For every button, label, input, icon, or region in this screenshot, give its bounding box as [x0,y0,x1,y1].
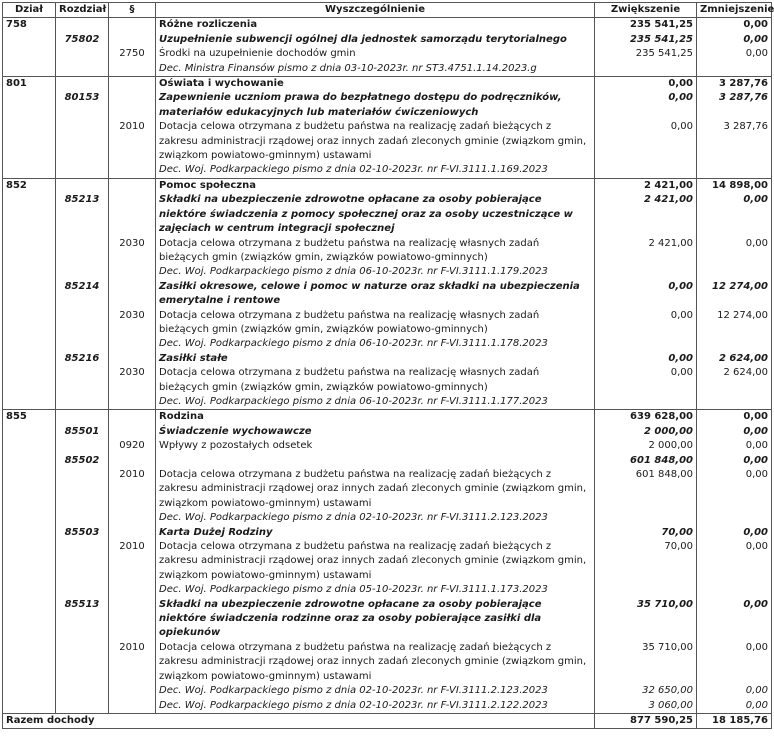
zwiekszenie-cell: 2 421,00 [595,178,697,193]
zmniejszenie-cell: 0,00 [697,193,772,236]
dzial-cell [3,684,56,698]
zwiekszenie-cell: 2 421,00 [595,193,697,236]
table-row [3,454,772,468]
zmniejszenie-cell [697,265,772,279]
dzial-cell [3,439,56,453]
zwiekszenie-cell [595,62,697,77]
description-cell: Dec. Ministra Finansów pismo z dnia 03-10-2023r. nr ST3.4751.1.14.2023.g [156,62,595,77]
rozdzial-cell: 85502 [56,454,109,468]
description-cell: Środki na uzupełnienie dochodów gmin [156,47,595,61]
zmniejszenie-cell [697,583,772,597]
header-paragraf: § [109,3,156,18]
dzial-cell [3,91,56,120]
paragraf-cell: 0920 [109,439,156,453]
paragraf-cell [109,395,156,410]
description-cell: Dec. Woj. Podkarpackiego pismo z dnia 02-10-2023r. nr F-VI.3111.1.169.2023 [156,163,595,178]
zwiekszenie-cell: 0,00 [595,77,697,92]
zmniejszenie-cell [697,395,772,410]
paragraf-cell [109,684,156,698]
table-row [3,265,772,279]
rozdzial-cell [56,583,109,597]
dzial-cell [3,454,56,468]
description-cell: Dec. Woj. Podkarpackiego pismo z dnia 06-10-2023r. nr F-VI.3111.1.177.2023 [156,395,595,410]
description-cell: Uzupełnienie subwencji ogólnej dla jednostek samorządu terytorialnego [156,33,595,47]
rozdzial-cell [56,265,109,279]
rozdzial-cell [56,163,109,178]
rozdzial-cell: 85214 [56,280,109,309]
zwiekszenie-cell: 2 000,00 [595,439,697,453]
zmniejszenie-cell: 3 287,76 [697,120,772,163]
dzial-cell [3,366,56,395]
table-row [3,309,772,338]
rozdzial-cell: 80153 [56,91,109,120]
rozdzial-cell [56,337,109,351]
table-row [3,526,772,540]
paragraf-cell [109,280,156,309]
table-row [3,163,772,178]
paragraf-cell [109,18,156,33]
table-body [3,18,772,714]
paragraf-cell [109,91,156,120]
description-cell: Zasiłki stałe [156,352,595,366]
zwiekszenie-cell [595,395,697,410]
table-row [3,62,772,77]
description-cell: Dec. Woj. Podkarpackiego pismo z dnia 02-10-2023r. nr F-VI.3111.2.123.2023 [156,511,595,525]
zmniejszenie-cell: 14 898,00 [697,178,772,193]
dzial-cell: 852 [3,178,56,193]
table-row [3,366,772,395]
paragraf-cell: 2750 [109,47,156,61]
zwiekszenie-cell: 32 650,00 [595,684,697,698]
zwiekszenie-cell [595,163,697,178]
dzial-cell [3,425,56,439]
paragraf-cell: 2010 [109,120,156,163]
header-rozdzial: Rozdział [56,3,109,18]
description-cell: Dotacja celowa otrzymana z budżetu państwa na realizację zadań bieżących z zakresu administracji rządowej oraz innych zadań zleconych gminie (związkom gmin, związkom powiatowo-gminnym) ustawami [156,540,595,583]
rozdzial-cell [56,439,109,453]
zmniejszenie-cell: 0,00 [697,33,772,47]
rozdzial-cell [56,468,109,511]
paragraf-cell [109,410,156,425]
table-row [3,18,772,33]
rozdzial-cell [56,684,109,698]
dzial-cell [3,265,56,279]
rozdzial-cell [56,77,109,92]
zwiekszenie-cell: 0,00 [595,280,697,309]
budget-changes-table [2,2,772,729]
zwiekszenie-cell: 0,00 [595,309,697,338]
dzial-cell [3,337,56,351]
description-cell: Dec. Woj. Podkarpackiego pismo z dnia 02-10-2023r. nr F-VI.3111.2.123.2023 [156,684,595,698]
rozdzial-cell [56,47,109,61]
description-cell: Świadczenie wychowawcze [156,425,595,439]
header-zmniejszenie: Zmniejszenie [697,3,772,18]
dzial-cell [3,699,56,714]
zmniejszenie-cell: 12 274,00 [697,309,772,338]
dzial-cell [3,468,56,511]
dzial-cell [3,237,56,266]
rozdzial-cell: 85216 [56,352,109,366]
table-row [3,598,772,641]
dzial-cell: 801 [3,77,56,92]
dzial-cell [3,511,56,525]
zmniejszenie-cell: 0,00 [697,237,772,266]
zwiekszenie-cell [595,511,697,525]
zwiekszenie-cell: 235 541,25 [595,47,697,61]
table-row [3,699,772,714]
zwiekszenie-cell: 2 421,00 [595,237,697,266]
zmniejszenie-cell [697,511,772,525]
paragraf-cell [109,526,156,540]
zmniejszenie-cell: 0,00 [697,468,772,511]
dzial-cell [3,395,56,410]
paragraf-cell [109,265,156,279]
dzial-cell: 855 [3,410,56,425]
paragraf-cell: 2010 [109,540,156,583]
paragraf-cell [109,33,156,47]
zwiekszenie-cell: 601 848,00 [595,454,697,468]
table-row [3,77,772,92]
rozdzial-cell [56,366,109,395]
table-row [3,641,772,684]
table-row [3,425,772,439]
zmniejszenie-cell: 0,00 [697,598,772,641]
dzial-cell [3,583,56,597]
total-label: Razem dochody [3,713,595,728]
rozdzial-cell [56,511,109,525]
description-cell: Dec. Woj. Podkarpackiego pismo z dnia 02-10-2023r. nr F-VI.3111.2.122.2023 [156,699,595,714]
description-cell: Zasiłki okresowe, celowe i pomoc w naturze oraz składki na ubezpieczenia emerytalne i rentowe [156,280,595,309]
paragraf-cell: 2030 [109,366,156,395]
total-zwiekszenie: 877 590,25 [595,713,697,728]
dzial-cell [3,62,56,77]
zwiekszenie-cell: 70,00 [595,526,697,540]
zwiekszenie-cell: 2 000,00 [595,425,697,439]
zmniejszenie-cell: 0,00 [697,47,772,61]
description-cell: Dotacja celowa otrzymana z budżetu państwa na realizację własnych zadań bieżących gmin (związków gmin, związków powiatowo-gminnych) [156,366,595,395]
dzial-cell [3,280,56,309]
table-header [3,3,772,18]
paragraf-cell [109,77,156,92]
description-cell: Wpływy z pozostałych odsetek [156,439,595,453]
zmniejszenie-cell [697,163,772,178]
zwiekszenie-cell: 35 710,00 [595,598,697,641]
header-opis: Wyszczególnienie [156,3,595,18]
table-row [3,280,772,309]
table-row [3,178,772,193]
paragraf-cell [109,454,156,468]
zwiekszenie-cell: 639 628,00 [595,410,697,425]
description-cell: Rodzina [156,410,595,425]
zmniejszenie-cell: 0,00 [697,641,772,684]
table-row [3,352,772,366]
rozdzial-cell [56,699,109,714]
paragraf-cell [109,352,156,366]
zmniejszenie-cell [697,337,772,351]
description-cell: Dotacja celowa otrzymana z budżetu państwa na realizację zadań bieżących z zakresu administracji rządowej oraz innych zadań zleconych gminie (związkom gmin, związkom powiatowo-gminnym) ustawami [156,641,595,684]
paragraf-cell [109,193,156,236]
dzial-cell [3,641,56,684]
description-cell: Zapewnienie uczniom prawa do bezpłatnego dostępu do podręczników, materiałów edukacyjnych lub materiałów ćwiczeniowych [156,91,595,120]
zwiekszenie-cell [595,337,697,351]
table-row [3,337,772,351]
table-row [3,120,772,163]
table-row [3,91,772,120]
description-cell: Dec. Woj. Podkarpackiego pismo z dnia 06-10-2023r. nr F-VI.3111.1.179.2023 [156,265,595,279]
dzial-cell [3,47,56,61]
description-cell: Dotacja celowa otrzymana z budżetu państwa na realizację własnych zadań bieżących gmin (związków gmin, związków powiatowo-gminnych) [156,237,595,266]
rozdzial-cell [56,62,109,77]
zmniejszenie-cell: 0,00 [697,526,772,540]
dzial-cell [3,598,56,641]
description-cell: Dotacja celowa otrzymana z budżetu państwa na realizację zadań bieżących z zakresu administracji rządowej oraz innych zadań zleconych gminie (związkom gmin, związkom powiatowo-gminnym) ustawami [156,468,595,511]
dzial-cell [3,540,56,583]
total-row [3,713,772,728]
zmniejszenie-cell: 0,00 [697,540,772,583]
paragraf-cell: 2010 [109,468,156,511]
zwiekszenie-cell: 235 541,25 [595,18,697,33]
header-row [3,3,772,18]
description-cell: Składki na ubezpieczenie zdrowotne opłacane za osoby pobierające niektóre świadczenia z pomocy społecznej oraz za osoby uczestniczące w zajęciach w centrum integracji społecznej [156,193,595,236]
paragraf-cell [109,337,156,351]
zmniejszenie-cell: 3 287,76 [697,91,772,120]
description-cell: Pomoc społeczna [156,178,595,193]
description-cell: Dec. Woj. Podkarpackiego pismo z dnia 05-10-2023r. nr F-VI.3111.1.173.2023 [156,583,595,597]
zmniejszenie-cell: 2 624,00 [697,352,772,366]
zmniejszenie-cell: 0,00 [697,439,772,453]
dzial-cell [3,163,56,178]
paragraf-cell [109,699,156,714]
table-row [3,439,772,453]
rozdzial-cell [56,178,109,193]
table-row [3,33,772,47]
zmniejszenie-cell: 0,00 [697,699,772,714]
table-row [3,684,772,698]
rozdzial-cell [56,237,109,266]
rozdzial-cell [56,410,109,425]
table-row [3,193,772,236]
zwiekszenie-cell: 3 060,00 [595,699,697,714]
zmniejszenie-cell: 0,00 [697,410,772,425]
zwiekszenie-cell [595,265,697,279]
paragraf-cell: 2030 [109,309,156,338]
zwiekszenie-cell: 601 848,00 [595,468,697,511]
zwiekszenie-cell: 0,00 [595,352,697,366]
dzial-cell [3,120,56,163]
table-footer [3,713,772,728]
table-row [3,410,772,425]
rozdzial-cell: 75802 [56,33,109,47]
paragraf-cell [109,163,156,178]
header-zwiekszenie: Zwiększenie [595,3,697,18]
zmniejszenie-cell: 0,00 [697,425,772,439]
rozdzial-cell [56,540,109,583]
paragraf-cell: 2030 [109,237,156,266]
zmniejszenie-cell: 0,00 [697,18,772,33]
table-row [3,47,772,61]
zmniejszenie-cell [697,62,772,77]
description-cell: Dotacja celowa otrzymana z budżetu państwa na realizację zadań bieżących z zakresu administracji rządowej oraz innych zadań zleconych gminie (związkom gmin, związkom powiatowo-gminnym) ustawami [156,120,595,163]
rozdzial-cell [56,395,109,410]
paragraf-cell [109,178,156,193]
description-cell [156,454,595,468]
table-row [3,468,772,511]
description-cell: Dec. Woj. Podkarpackiego pismo z dnia 06-10-2023r. nr F-VI.3111.1.178.2023 [156,337,595,351]
rozdzial-cell: 85213 [56,193,109,236]
total-zmniejszenie: 18 185,76 [697,713,772,728]
dzial-cell [3,193,56,236]
description-cell: Karta Dużej Rodziny [156,526,595,540]
zwiekszenie-cell: 235 541,25 [595,33,697,47]
zwiekszenie-cell: 0,00 [595,91,697,120]
rozdzial-cell: 85503 [56,526,109,540]
rozdzial-cell [56,120,109,163]
zwiekszenie-cell [595,583,697,597]
description-cell: Oświata i wychowanie [156,77,595,92]
paragraf-cell [109,425,156,439]
dzial-cell: 758 [3,18,56,33]
rozdzial-cell: 85501 [56,425,109,439]
paragraf-cell [109,511,156,525]
zmniejszenie-cell: 0,00 [697,684,772,698]
dzial-cell [3,309,56,338]
rozdzial-cell [56,18,109,33]
dzial-cell [3,526,56,540]
table-row [3,395,772,410]
table-row [3,583,772,597]
zmniejszenie-cell: 3 287,76 [697,77,772,92]
zwiekszenie-cell: 0,00 [595,366,697,395]
paragraf-cell: 2010 [109,641,156,684]
rozdzial-cell [56,641,109,684]
paragraf-cell [109,62,156,77]
zwiekszenie-cell: 35 710,00 [595,641,697,684]
zwiekszenie-cell: 70,00 [595,540,697,583]
rozdzial-cell [56,309,109,338]
description-cell: Różne rozliczenia [156,18,595,33]
paragraf-cell [109,598,156,641]
dzial-cell [3,33,56,47]
table-row [3,540,772,583]
dzial-cell [3,352,56,366]
description-cell: Dotacja celowa otrzymana z budżetu państwa na realizację własnych zadań bieżących gmin (związków gmin, związków powiatowo-gminnych) [156,309,595,338]
zwiekszenie-cell: 0,00 [595,120,697,163]
zmniejszenie-cell: 12 274,00 [697,280,772,309]
table-row [3,511,772,525]
zmniejszenie-cell: 2 624,00 [697,366,772,395]
description-cell: Składki na ubezpieczenie zdrowotne opłacane za osoby pobierające niektóre świadczenia rodzinne oraz za osoby pobierające zasiłki dla opiekunów [156,598,595,641]
rozdzial-cell: 85513 [56,598,109,641]
header-dzial: Dział [3,3,56,18]
table-row [3,237,772,266]
zmniejszenie-cell: 0,00 [697,454,772,468]
paragraf-cell [109,583,156,597]
